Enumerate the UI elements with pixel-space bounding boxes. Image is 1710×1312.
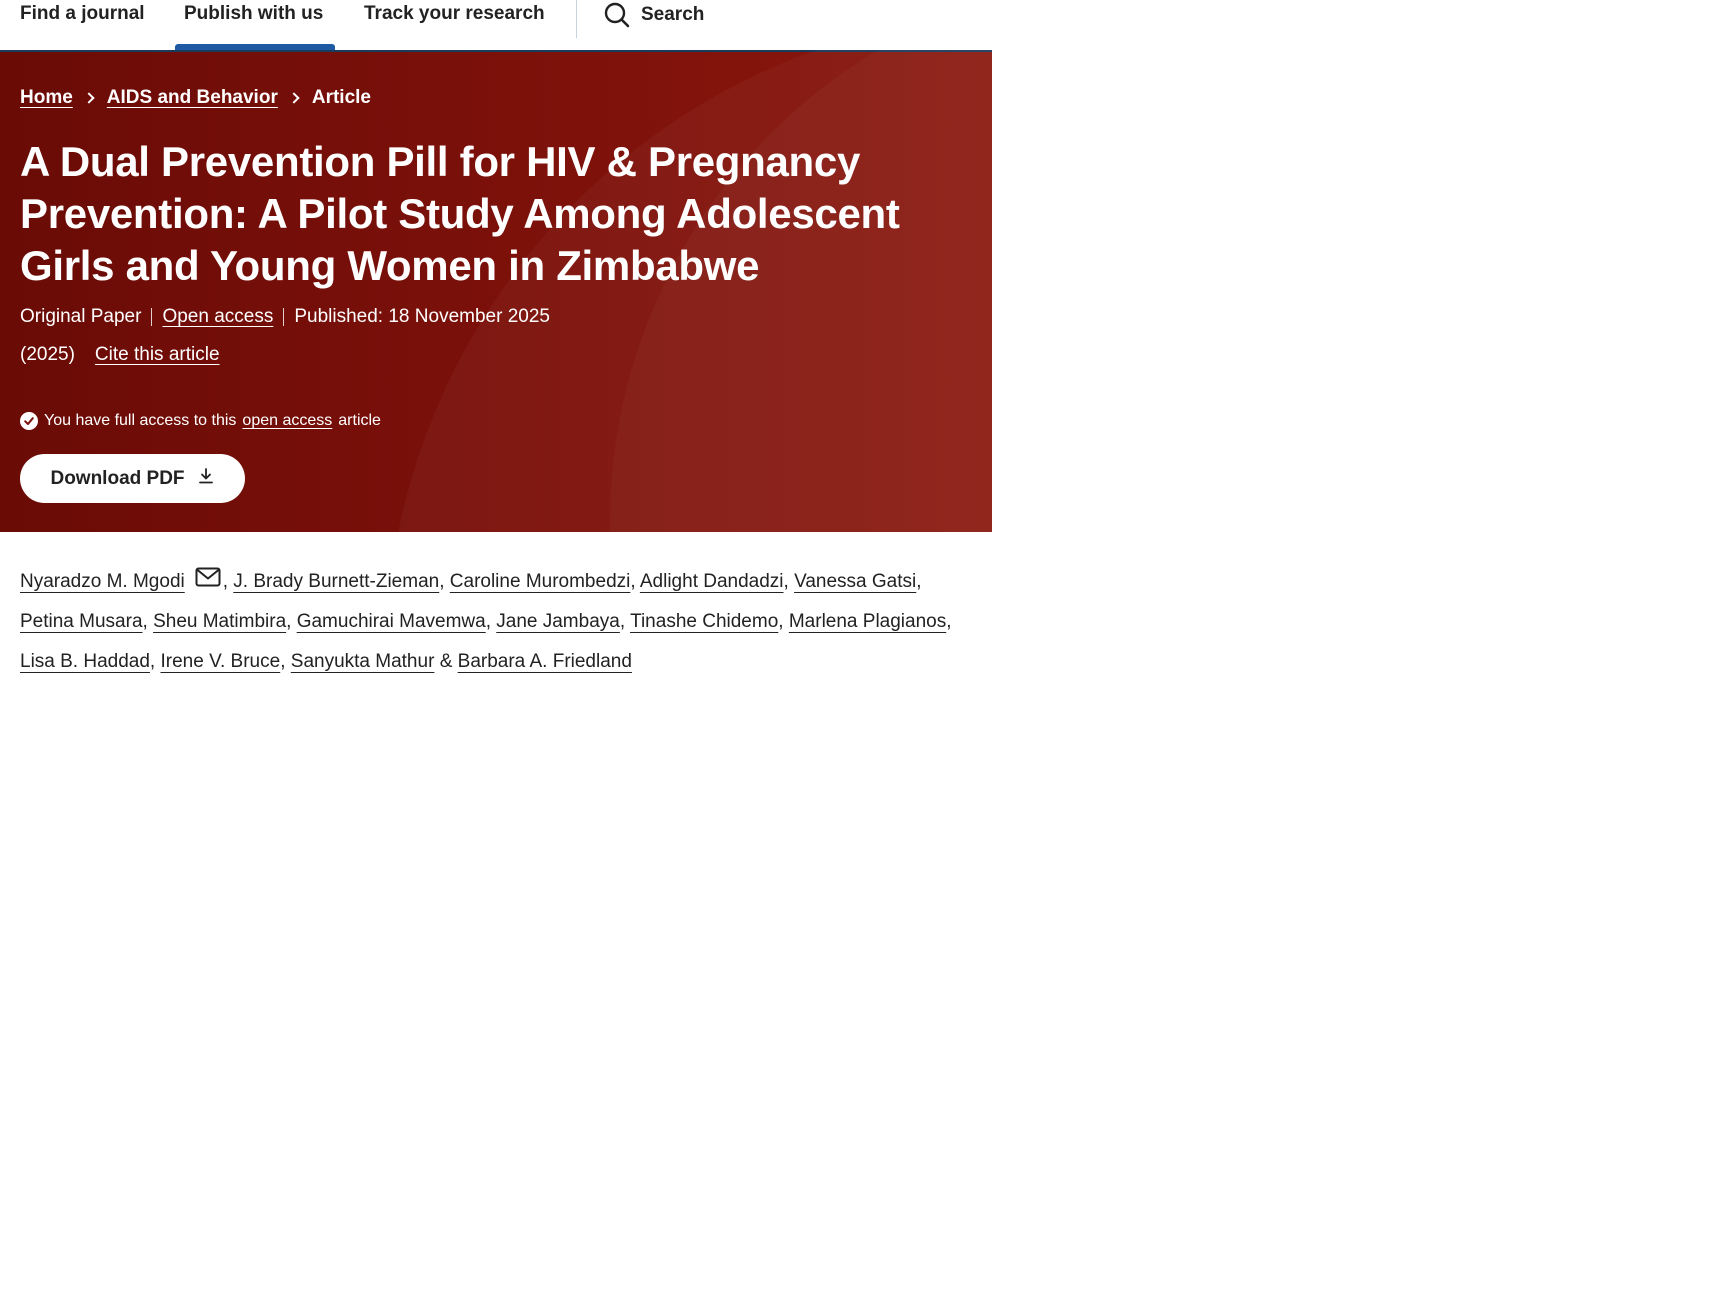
author-link[interactable]: Irene V. Bruce: [160, 651, 281, 673]
author-joiner: &: [439, 651, 453, 673]
breadcrumb-current: Article: [311, 87, 371, 108]
nav-track-research[interactable]: Track your research: [364, 3, 545, 24]
author-link[interactable]: J. Brady Burnett-Zieman: [233, 571, 440, 593]
chevron-right-icon: [288, 92, 299, 103]
author-link[interactable]: Nyaradzo M. Mgodi: [20, 571, 185, 593]
nav-active-indicator: [175, 44, 335, 50]
article-meta: [20, 306, 550, 328]
author-link[interactable]: Gamuchirai Mavemwa: [296, 611, 486, 633]
download-pdf-label: Download PDF: [50, 467, 185, 489]
author-link[interactable]: Adlight Dandadzi: [639, 571, 784, 593]
breadcrumb-home[interactable]: Home: [20, 87, 73, 108]
meta-separator: [151, 308, 152, 326]
open-access-link[interactable]: Open access: [162, 306, 274, 327]
access-note-suffix: article: [338, 412, 381, 429]
published-date: Published: 18 November 2025: [294, 306, 550, 327]
search-icon: [603, 1, 631, 29]
nav-publish-with-us[interactable]: Publish with us: [184, 3, 324, 24]
chevron-right-icon: [83, 92, 94, 103]
article-header: [0, 52, 992, 532]
breadcrumb: [20, 87, 371, 109]
check-circle-icon: [20, 412, 38, 430]
download-pdf-button[interactable]: [20, 454, 245, 503]
article-year: (2025): [20, 344, 75, 365]
article-type: Original Paper: [20, 306, 142, 327]
nav-find-journal[interactable]: Find a journal: [20, 3, 145, 24]
search-label: Search: [641, 4, 705, 25]
access-note-text: You have full access to this: [44, 412, 237, 429]
search-button[interactable]: [603, 0, 704, 30]
author-link[interactable]: Jane Jambaya: [496, 611, 620, 633]
article-citation-row: [20, 344, 220, 366]
breadcrumb-journal[interactable]: AIDS and Behavior: [106, 87, 278, 108]
nav-divider: [576, 0, 577, 38]
author-link[interactable]: Tinashe Chidemo: [630, 611, 779, 633]
author-link[interactable]: Sanyukta Mathur: [290, 651, 435, 673]
author-link[interactable]: Lisa B. Haddad: [20, 651, 150, 673]
author-link[interactable]: Marlena Plagianos: [788, 611, 947, 633]
access-note-link[interactable]: open access: [242, 412, 333, 429]
author-list: Nyaradzo M. Mgodi , J. Brady Burnett-Zieman, Caroline Murombedzi, Adlight Dandadzi, Vanessa Gatsi, Petina Musara, Sheu Matimbira, Gamuchirai Mavemwa, Jane Jambaya, Tinashe Chidemo, Marlena Plagianos, Lisa B. Haddad, Irene V. Bruce, Sanyukta Mathur & Barbara A. Friedland: [20, 562, 970, 682]
author-link[interactable]: Vanessa Gatsi: [794, 571, 917, 593]
author-link[interactable]: Caroline Murombedzi: [449, 571, 631, 593]
meta-separator: [283, 308, 284, 326]
access-note: [20, 412, 381, 430]
article-title: A Dual Prevention Pill for HIV & Pregnancy Prevention: A Pilot Study Among Adolescent Girls and Young Women in Zimbabwe: [20, 138, 900, 289]
author-link[interactable]: Sheu Matimbira: [153, 611, 287, 633]
download-icon: [197, 467, 215, 491]
mail-icon[interactable]: [195, 562, 221, 602]
author-link[interactable]: Barbara A. Friedland: [457, 651, 632, 673]
cite-article-link[interactable]: Cite this article: [94, 344, 220, 365]
author-link[interactable]: Petina Musara: [20, 611, 143, 633]
